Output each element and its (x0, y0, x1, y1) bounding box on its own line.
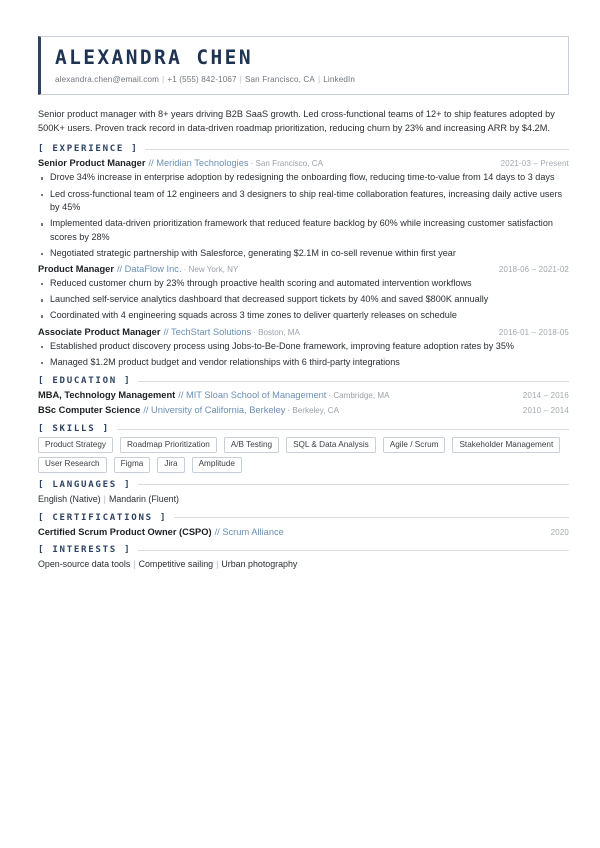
section-rule (138, 550, 569, 551)
resume-header (38, 36, 569, 95)
entry-date: 2016-01 – 2018-05 (498, 327, 569, 337)
list-separator: | (216, 559, 219, 570)
entry-location: · Boston, MA (253, 327, 300, 337)
entry-date: 2021-03 – Present (500, 159, 569, 169)
entry-location: · New York, NY (183, 265, 239, 275)
contact-separator: | (239, 75, 242, 84)
experience-entry (38, 263, 569, 323)
experience-entry (38, 157, 569, 260)
entry-title-group (38, 389, 390, 402)
professional-summary: Senior product manager with 8+ years driving B2B SaaS growth. Led cross-functional teams of 12+ to ship features adopted by 500K+ users. Proven track record in data-driven roadmap prioritization, reducing churn by 23% and increasing ARR by $4.2M. (38, 108, 555, 133)
skill-chip[interactable]: SQL & Data Analysis (286, 437, 376, 453)
section-header-languages (38, 480, 569, 490)
contact-separator: | (162, 75, 165, 84)
job-bullet: Reduced customer churn by 23% through proactive health scoring and automated intervention workflows (38, 277, 569, 291)
experience-entry (38, 326, 569, 370)
entry-location: · Berkeley, CA (287, 406, 339, 416)
section-header-experience (38, 144, 569, 154)
section-title-education: [ EDUCATION ] (38, 376, 132, 387)
section-rule (138, 484, 569, 485)
skill-chip[interactable]: Roadmap Prioritization (120, 437, 217, 453)
entry-date: 2018-06 – 2021-02 (498, 265, 569, 275)
entry-header (38, 526, 569, 539)
job-bullet: Launched self-service analytics dashboard that decreased support tickets by 40% and saved $800K annually (38, 293, 569, 307)
contact-item[interactable]: LinkedIn (323, 75, 356, 84)
skill-chip[interactable]: Jira (157, 457, 184, 473)
job-bullet-list (38, 277, 569, 323)
section-title-languages: [ LANGUAGES ] (38, 479, 132, 490)
entry-location: · Cambridge, MA (328, 391, 390, 401)
skill-chip[interactable]: Stakeholder Management (452, 437, 560, 453)
certifications-list (38, 526, 569, 539)
job-bullet: Implemented data-driven prioritization framework that reduced feature backlog by 60% while increasing customer satisfaction scores by 28% (38, 217, 569, 244)
section-header-certifications (38, 513, 569, 523)
job-bullet: Negotiated strategic partnership with Salesforce, generating $2.1M in co-sell revenue within first year (38, 247, 569, 261)
job-company[interactable]: // DataFlow Inc. (116, 264, 182, 275)
job-role: Senior Product Manager (38, 158, 146, 169)
entry-location: · San Francisco, CA (250, 159, 323, 169)
job-bullet: Managed $1.2M product budget and vendor relationships with 6 third-party integrations (38, 356, 569, 370)
entry-date: 2010 – 2014 (522, 406, 569, 416)
section-rule (138, 381, 569, 382)
skill-chip[interactable]: A/B Testing (224, 437, 279, 453)
job-bullet: Drove 34% increase in enterprise adoption by redesigning the onboarding flow, reducing time-to-value from 14 days to 3 days (38, 171, 569, 185)
section-title-certifications: [ CERTIFICATIONS ] (38, 512, 168, 523)
job-role: Product Manager (38, 264, 114, 275)
skill-chip[interactable]: Agile / Scrum (383, 437, 446, 453)
interest-item: Competitive sailing (138, 559, 214, 570)
interest-item: Urban photography (221, 559, 298, 570)
education-list (38, 389, 569, 417)
skills-chip-list (38, 437, 569, 473)
contact-line (55, 75, 554, 86)
section-header-education (38, 376, 569, 386)
education-school[interactable]: // University of California, Berkeley (143, 405, 286, 416)
experience-list (38, 157, 569, 369)
education-degree: BSc Computer Science (38, 405, 141, 416)
contact-item[interactable]: alexandra.chen@email.com (55, 75, 160, 84)
languages-list (38, 493, 569, 506)
list-separator: | (133, 559, 136, 570)
education-entry (38, 404, 569, 417)
education-school[interactable]: // MIT Sloan School of Management (178, 390, 327, 401)
entry-header (38, 157, 569, 170)
entry-header (38, 389, 569, 402)
section-rule (117, 429, 569, 430)
job-role: Associate Product Manager (38, 326, 161, 337)
entry-header (38, 404, 569, 417)
section-rule (145, 149, 569, 150)
job-bullet: Coordinated with 4 engineering squads across 3 time zones to deliver quarterly releases on schedule (38, 309, 569, 323)
entry-header (38, 326, 569, 339)
candidate-name: ALEXANDRA CHEN (55, 46, 253, 69)
section-header-interests (38, 545, 569, 555)
entry-title-group (38, 404, 339, 417)
section-rule (174, 517, 569, 518)
certification-title: Certified Scrum Product Owner (CSPO) (38, 526, 212, 537)
entry-title-group (38, 263, 238, 276)
skill-chip[interactable]: Figma (114, 457, 151, 473)
job-bullet-list (38, 171, 569, 260)
entry-title-group (38, 526, 284, 539)
certification-issuer[interactable]: // Scrum Alliance (214, 526, 284, 537)
list-separator: | (103, 493, 106, 504)
skill-chip[interactable]: Amplitude (192, 457, 242, 473)
skill-chip[interactable]: User Research (38, 457, 107, 473)
entry-title-group (38, 326, 300, 339)
contact-separator: | (317, 75, 321, 84)
section-header-skills (38, 424, 569, 434)
section-title-interests: [ INTERESTS ] (38, 545, 132, 556)
language-item: Mandarin (Fluent) (108, 493, 180, 504)
job-company[interactable]: // Meridian Technologies (148, 158, 249, 169)
entry-title-group (38, 157, 323, 170)
entry-header (38, 263, 569, 276)
contact-item[interactable]: San Francisco, CA (244, 75, 315, 84)
interests-list (38, 558, 569, 571)
job-bullet: Led cross-functional team of 12 engineers and 3 designers to ship real-time collaboration features, increasing daily active users by 45% (38, 188, 569, 215)
entry-date: 2014 – 2016 (522, 391, 569, 401)
education-entry (38, 389, 569, 402)
contact-item[interactable]: +1 (555) 842-1067 (167, 75, 237, 84)
interest-item: Open-source data tools (38, 559, 131, 570)
section-title-experience: [ EXPERIENCE ] (38, 144, 139, 155)
language-item: English (Native) (38, 493, 101, 504)
job-bullet-list (38, 340, 569, 370)
job-company[interactable]: // TechStart Solutions (163, 326, 252, 337)
education-degree: MBA, Technology Management (38, 390, 176, 401)
entry-date: 2020 (550, 527, 569, 537)
section-title-skills: [ SKILLS ] (38, 424, 110, 435)
job-bullet: Established product discovery process using Jobs-to-Be-Done framework, improving feature adoption rates by 35% (38, 340, 569, 354)
skill-chip[interactable]: Product Strategy (38, 437, 113, 453)
